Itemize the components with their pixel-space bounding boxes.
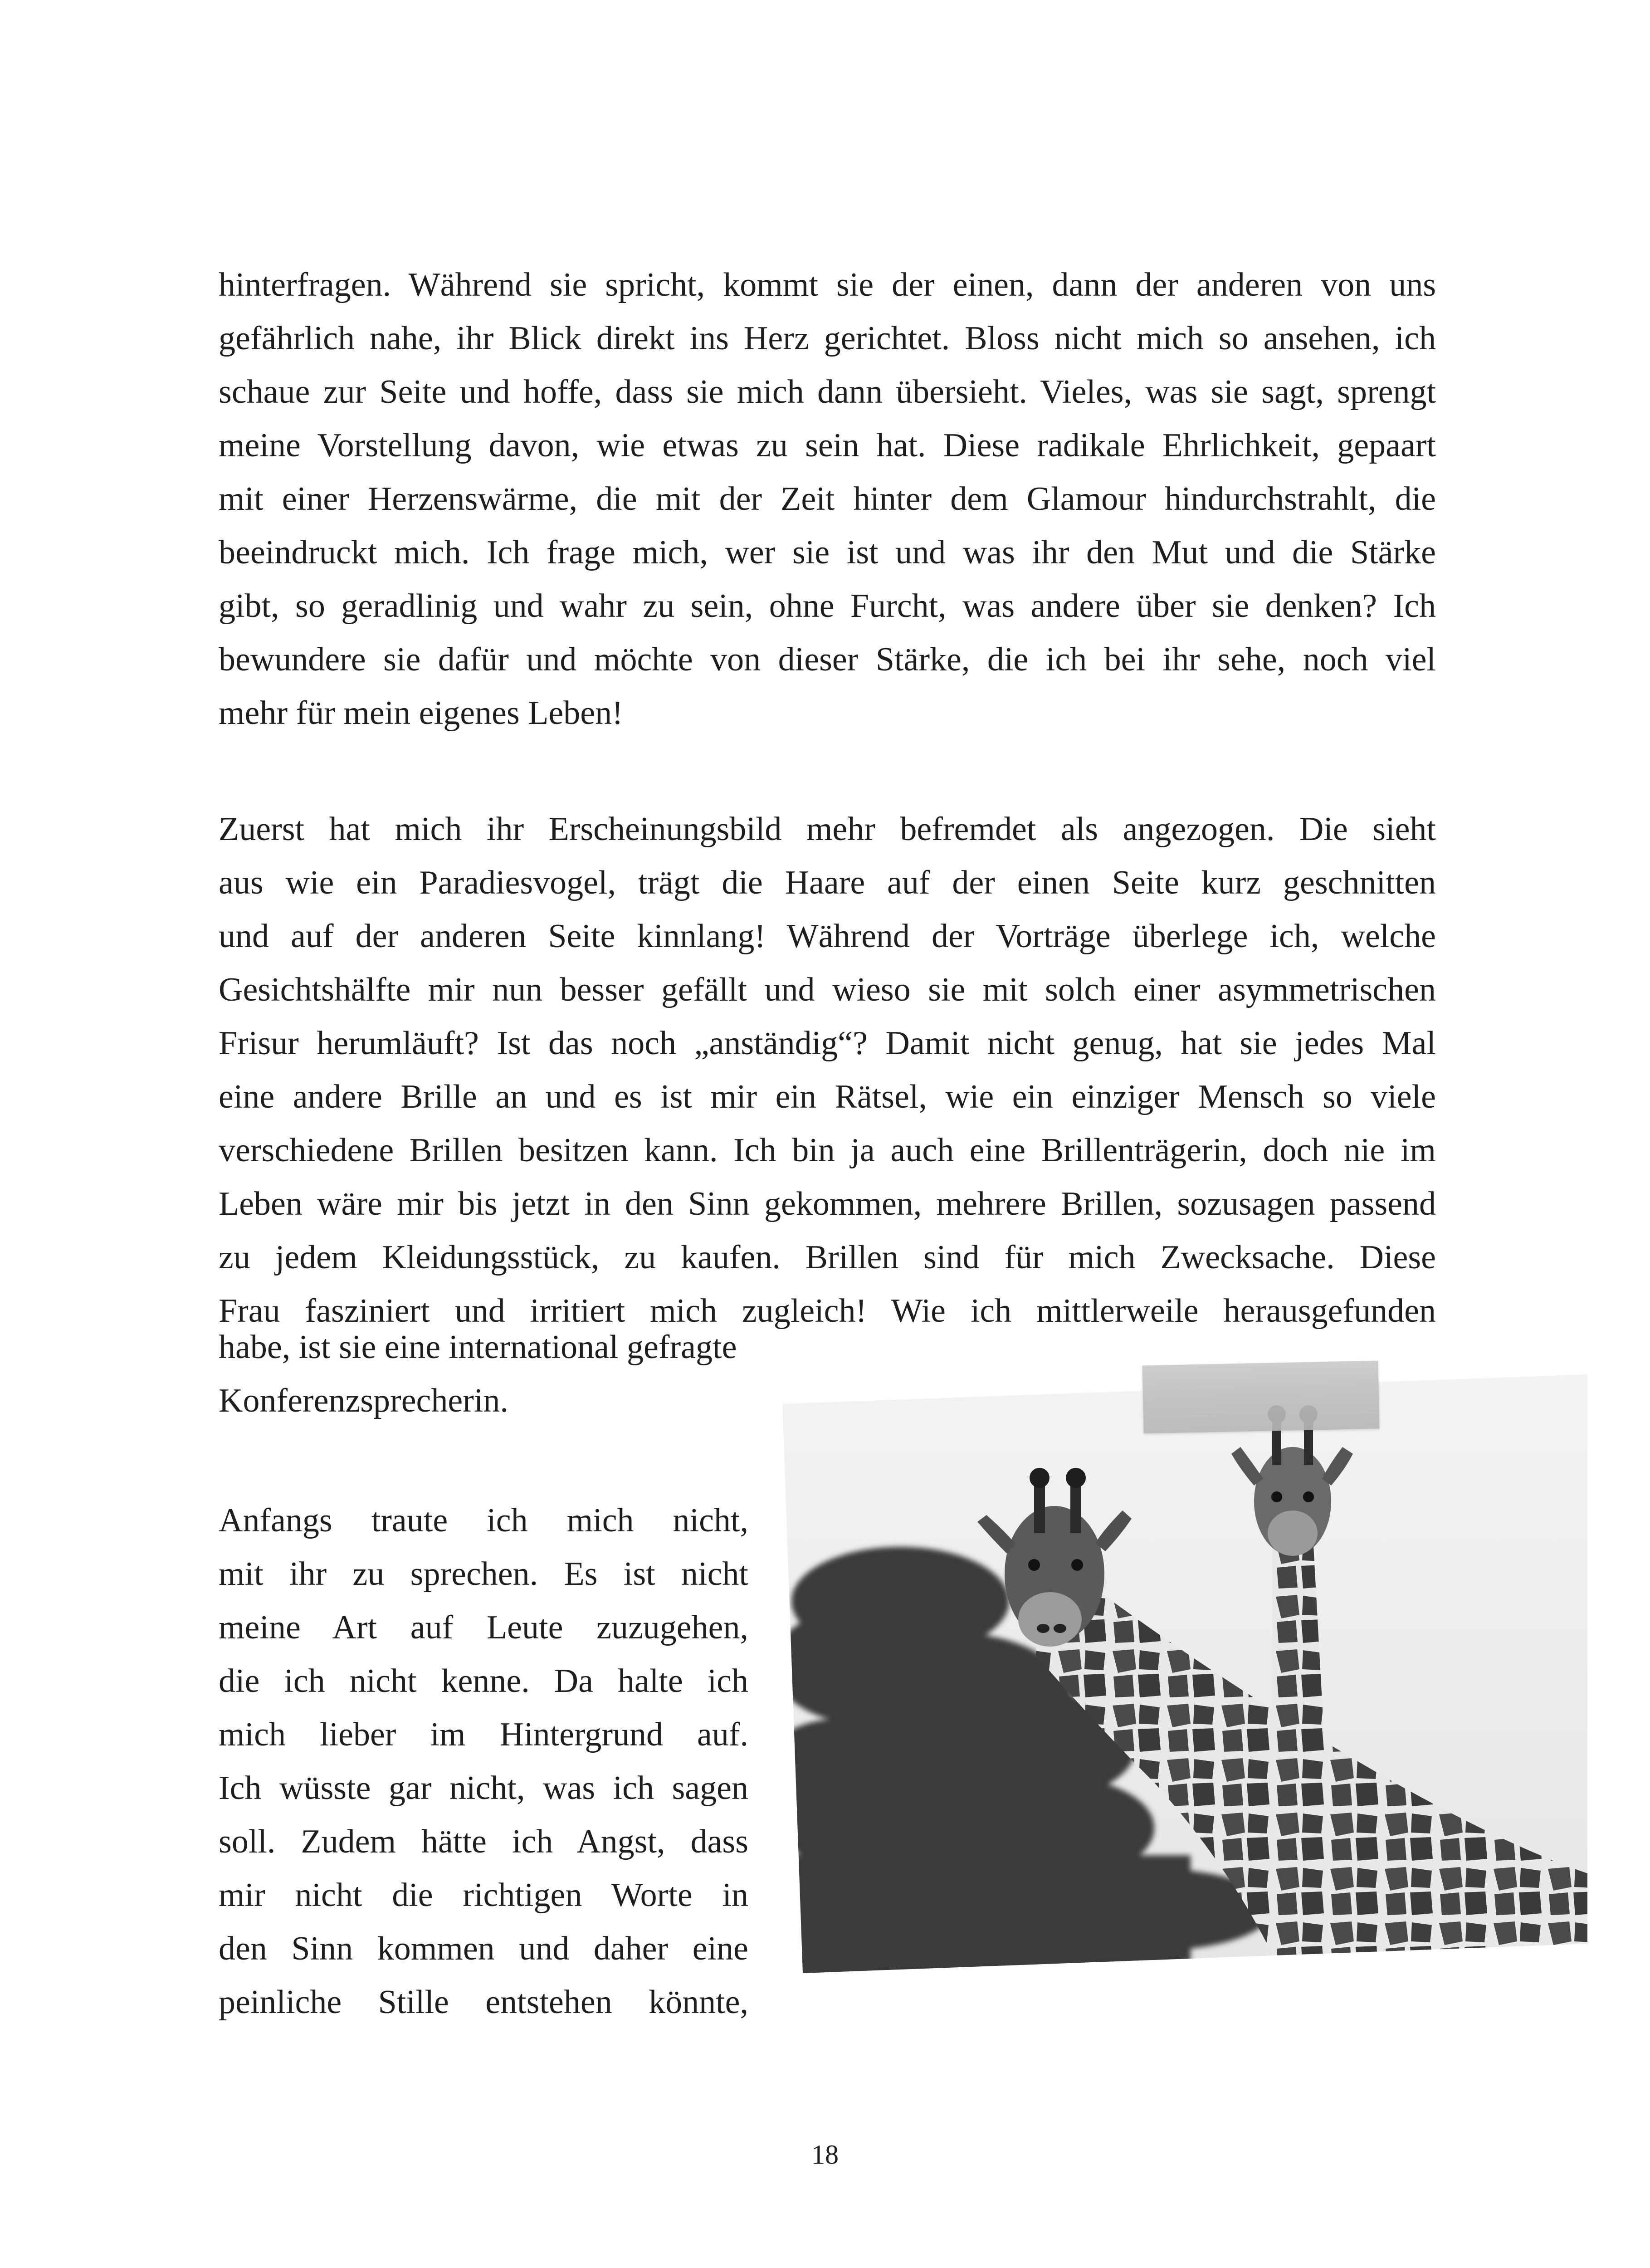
text-line: den Sinn kommen und daher eine xyxy=(219,1930,748,1967)
text-line: Gesichtshälfte mir nun besser gefällt und wieso sie mit solch einer asymmetrischen xyxy=(219,971,1436,1008)
text-line: Zuerst hat mich ihr Erscheinungsbild mehr befremdet als angezogen. Die sieht xyxy=(219,811,1436,848)
text-line: hinterfragen. Während sie spricht, kommt sie der einen, dann der anderen von uns xyxy=(219,266,1436,303)
text-line: mir nicht die richtigen Worte in xyxy=(219,1877,748,1914)
paragraph-2-continuation xyxy=(219,1320,808,1427)
giraffe-image xyxy=(782,1374,1587,1973)
text-line: Frisur herumläuft? Ist das noch „anständig“? Damit nicht genug, hat sie jedes Mal xyxy=(219,1025,1436,1062)
text-line: und auf der anderen Seite kinnlang! Während der Vorträge überlege ich, welche xyxy=(219,918,1436,955)
text-line: eine andere Brille an und es ist mir ein Rätsel, wie ein einziger Mensch so viele xyxy=(219,1078,1436,1115)
text-line: mit ihr zu sprechen. Es ist nicht xyxy=(219,1555,748,1593)
text-line: peinliche Stille entstehen könnte, xyxy=(219,1984,748,2021)
text-line: meine Vorstellung davon, wie etwas zu sein hat. Diese radikale Ehrlichkeit, gepaart xyxy=(219,427,1436,464)
text-line: gibt, so geradlinig und wahr zu sein, ohne Furcht, was andere über sie denken? Ich xyxy=(219,587,1436,625)
text-line: die ich nicht kenne. Da halte ich xyxy=(219,1662,748,1700)
paragraph-1 xyxy=(219,258,1436,740)
text-line: mit einer Herzenswärme, die mit der Zeit hinter dem Glamour hindurchstrahlt, die xyxy=(219,480,1436,518)
text-line: beeindruckt mich. Ich frage mich, wer sie ist und was ihr den Mut und die Stärke xyxy=(219,534,1436,571)
text-line: mehr für mein eigenes Leben! xyxy=(219,694,623,732)
page-number: 18 xyxy=(811,2140,839,2170)
text-line: soll. Zudem hätte ich Angst, dass xyxy=(219,1823,748,1860)
text-line: schaue zur Seite und hoffe, dass sie mich dann übersieht. Vieles, was sie sagt, sprengt xyxy=(219,373,1436,411)
text-line: mich lieber im Hintergrund auf. xyxy=(219,1716,748,1753)
text-line: gefährlich nahe, ihr Blick direkt ins Herz gerichtet. Bloss nicht mich so ansehen, ich xyxy=(219,320,1436,357)
paragraph-3 xyxy=(219,1494,748,2029)
text-line: verschiedene Brillen besitzen kann. Ich bin ja auch eine Brillenträgerin, doch nie im xyxy=(219,1132,1436,1169)
text-line: Konferenzsprecherin. xyxy=(219,1382,508,1419)
text-line: bewundere sie dafür und möchte von dieser Stärke, die ich bei ihr sehe, noch viel xyxy=(219,641,1436,678)
giraffe-photo xyxy=(782,1374,1587,1973)
text-line: meine Art auf Leute zuzugehen, xyxy=(219,1609,748,1646)
text-line: Anfangs traute ich mich nicht, xyxy=(219,1502,748,1539)
text-line: habe, ist sie eine international gefragte xyxy=(219,1329,737,1366)
text-line: Leben wäre mir bis jetzt in den Sinn gekommen, mehrere Brillen, sozusagen passend xyxy=(219,1185,1436,1222)
text-line: Ich wüsste gar nicht, was ich sagen xyxy=(219,1769,748,1807)
paragraph-2 xyxy=(219,802,1436,1338)
text-line: aus wie ein Paradiesvogel, trägt die Haare auf der einen Seite kurz geschnitten xyxy=(219,864,1436,901)
text-line: zu jedem Kleidungsstück, zu kaufen. Brillen sind für mich Zwecksache. Diese xyxy=(219,1239,1436,1276)
tape-strip xyxy=(1142,1361,1379,1434)
text-line: Frau fasziniert und irritiert mich zugleich! Wie ich mittlerweile herausgefunden xyxy=(219,1292,1436,1330)
